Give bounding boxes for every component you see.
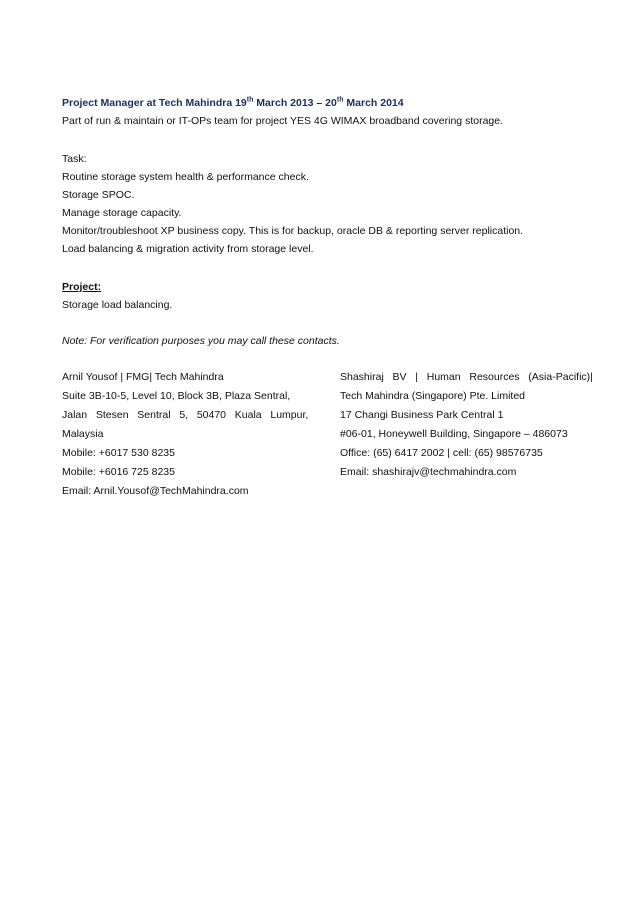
task-item: Storage SPOC. [62, 189, 135, 201]
job-title-part1: Project Manager at Tech Mahindra 19 [62, 97, 247, 109]
contact-right-email: Email: shashirajv@techmahindra.com [340, 466, 517, 478]
contact-left-phone: Mobile: +6017 530 8235 [62, 447, 175, 459]
contact-left-line: Jalan Stesen Sentral 5, 50470 Kuala Lumpur, [62, 409, 309, 421]
job-title-sup1: th [246, 96, 254, 104]
task-label: Task: [62, 153, 87, 165]
contact-right-line: #06-01, Honeywell Building, Singapore – 486073 [340, 428, 568, 440]
project-text: Storage load balancing. [62, 299, 173, 311]
contact-left-line: Malaysia [62, 428, 104, 440]
contact-right-line: Shashiraj BV | Human Resources (Asia-Pacific)| [340, 371, 593, 383]
contact-left-phone: Mobile: +6016 725 8235 [62, 466, 175, 478]
job-description: Part of run & maintain or IT-OPs team for project YES 4G WIMAX broadband covering storage. [62, 115, 504, 127]
job-title-sup2: th [336, 96, 344, 104]
task-item: Routine storage system health & performance check. [62, 171, 309, 183]
contact-right-phone: Office: (65) 6417 2002 | cell: (65) 98576735 [340, 447, 543, 459]
contact-left-line: Suite 3B-10-5, Level 10, Block 3B, Plaza Sentral, [62, 390, 291, 402]
task-item: Manage storage capacity. [62, 207, 182, 219]
job-title-part3: March 2014 [343, 97, 404, 109]
job-title-part2: March 2013 – 20 [253, 97, 337, 109]
contact-left-email: Email: Arnil.Yousof@TechMahindra.com [62, 485, 249, 497]
task-item: Load balancing & migration activity from storage level. [62, 243, 314, 255]
task-item: Monitor/troubleshoot XP business copy. This is for backup, oracle DB & reporting server replication. [62, 225, 524, 237]
contact-right-line: 17 Changi Business Park Central 1 [340, 409, 504, 421]
verification-note: Note: For verification purposes you may call these contacts. [62, 335, 340, 347]
job-title-heading [62, 96, 404, 110]
project-label: Project: [62, 281, 102, 293]
contact-left-line: Arnil Yousof | FMG| Tech Mahindra [62, 371, 224, 383]
contact-right-line: Tech Mahindra (Singapore) Pte. Limited [340, 390, 526, 402]
